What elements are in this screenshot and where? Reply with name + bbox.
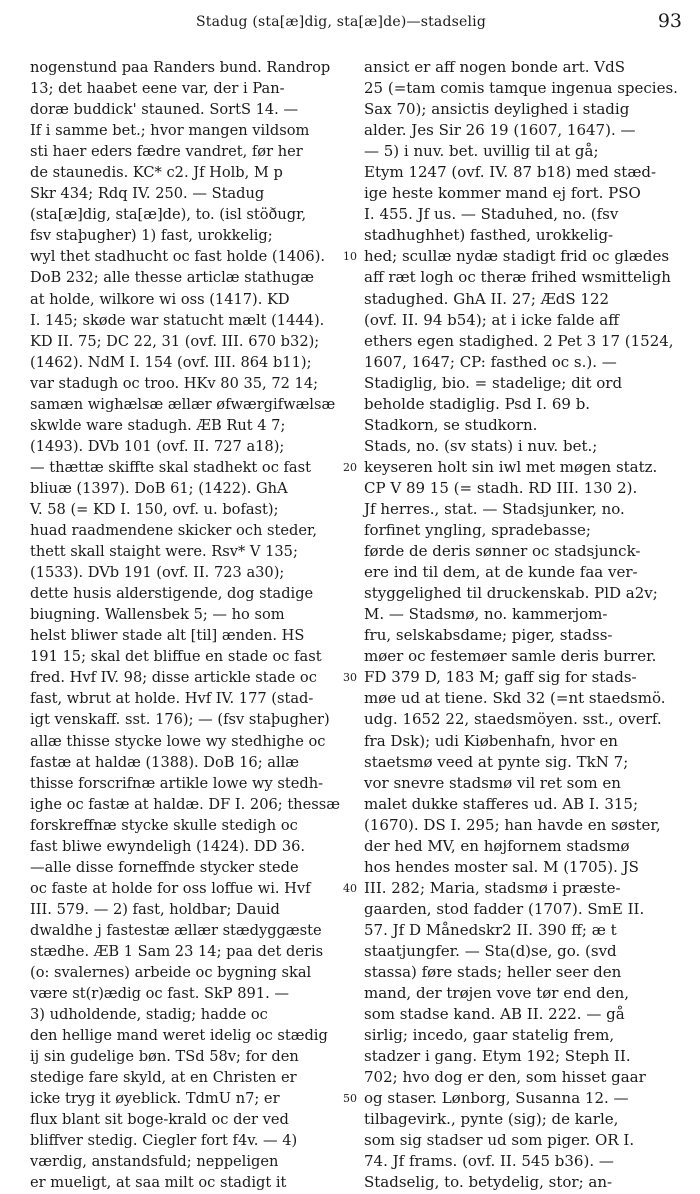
text-line: KD II. 75; DC 22, 31 (ovf. III. 670 b32); (30, 332, 320, 350)
text-line: førde de deris sønner oc stadsjunck- (364, 542, 641, 561)
text-line: stadzer i gang. Etym 192; Steph II. (364, 1047, 631, 1066)
text-line: allæ thisse stycke lowe wy stedhighe oc (30, 732, 326, 750)
text-line: keyseren holt sin iwl met møgen statz. (364, 457, 658, 476)
text-line: Jf herres., stat. — Stadsjunker, no. (364, 499, 625, 518)
text-line: ere ind til dem, at de kunde faa ver- (364, 563, 638, 582)
text-line: (1462). NdM I. 154 (ovf. III. 864 b11); (30, 353, 312, 371)
line-number-gutter (338, 57, 362, 1106)
text-line: dwaldhe j fastestæ ællær stædyggæste (30, 921, 322, 939)
text-line: flux blant sit boge-krald oc der ved (30, 1111, 289, 1129)
text-line: der hed MV, en højfornem stadsmø (364, 836, 630, 855)
text-line: tilbagevirk., pynte (sig); de karle, (364, 1110, 619, 1129)
text-line: 191 15; skal det bliffue en stade oc fast (30, 648, 322, 666)
text-line: ethers egen stadighed. 2 Pet 3 17 (1524, (364, 331, 674, 350)
text-line: som sig stadser ud som piger. OR I. (364, 1131, 635, 1150)
text-line: samæn wighælsæ ællær øfwærgifwælsæ (30, 395, 336, 413)
text-line: staatjungfer. — Sta(d)se, go. (svd (364, 941, 617, 960)
line-number: 10 (343, 250, 357, 264)
text-line: skwlde ware stadugh. ÆB Rut 4 7; (30, 416, 286, 434)
text-line: alder. Jes Sir 26 19 (1607, 1647). — (364, 121, 636, 140)
text-line: 74. Jf frams. (ovf. II. 545 b36). — (364, 1152, 614, 1171)
text-line: ansict er aff nogen bonde art. VdS (364, 58, 626, 76)
text-line: beholde stadiglig. Psd I. 69 b. (364, 394, 591, 413)
text-line: hed; scullæ nydæ stadigt frid oc glædes (364, 247, 670, 266)
text-line: (ovf. II. 94 b54); at i icke falde aff (364, 310, 619, 329)
text-line: var stadugh oc troo. HKv 80 35, 72 14; (30, 374, 319, 392)
text-line: fra Dsk); udi Kiøbenhafn, hvor en (364, 731, 618, 750)
text-line: styggelighed til druckenskab. PlD a2v; (364, 584, 658, 603)
text-line: dette husis alderstigende, dog stadige (30, 585, 314, 603)
text-line: ij sin gudelige bøn. TSd 58v; for den (30, 1048, 299, 1066)
text-line: gaarden, stod fadder (1707). SmE II. (364, 899, 645, 918)
page-header (0, 10, 700, 40)
text-line: forskreffnæ stycke skulle stedigh oc (30, 816, 298, 834)
text-line: vor snevre stadsmø vil ret som en (364, 773, 621, 792)
text-line: FD 379 D, 183 M; gaff sig for stads- (364, 668, 637, 687)
line-number: 50 (343, 1092, 357, 1106)
line-number: 20 (343, 460, 357, 474)
text-line: nogenstund paa Randers bund. Randrop (30, 59, 331, 76)
text-line: (1533). DVb 191 (ovf. II. 723 a30); (30, 564, 285, 582)
text-line: (1670). DS I. 295; han havde en søster, (364, 815, 661, 834)
text-line: (1493). DVb 101 (ovf. II. 727 a18); (30, 437, 285, 455)
text-line: møer oc festemøer samle deris burrer. (364, 647, 657, 666)
text-line: 25 (=tam comis tamque ingenua species. (364, 79, 678, 98)
text-line: thisse forscrifnæ artikle lowe wy stedh- (30, 774, 324, 792)
text-line: — thættæ skiffte skal stadhekt oc fast (30, 458, 311, 476)
text-line: (sta[æ]dig, sta[æ]de), to. (isl stöðugr, (30, 206, 307, 224)
text-line: If i samme bet.; hvor mangen vildsom (30, 122, 310, 140)
text-line: hos hendes moster sal. M (1705). JS (364, 857, 639, 876)
text-line: huad raadmendene skicker och steder, (30, 522, 317, 540)
text-line: M. — Stadsmø, no. kammerjom- (364, 605, 608, 624)
text-line: sti haer eders fædre vandret, før her (30, 143, 303, 161)
text-line: bliuæ (1397). DoB 61; (1422). GhA (30, 479, 288, 497)
text-line: oc faste at holde for oss loffue wi. Hvf (30, 879, 311, 897)
text-line: sirlig; incedo, gaar statelig frem, (364, 1026, 615, 1045)
text-line: malet dukke stafferes ud. AB I. 315; (364, 794, 639, 813)
text-line: at holde, wilkore wi oss (1417). KD (30, 290, 290, 308)
text-line: —alle disse forneffnde stycker stede (30, 858, 299, 876)
text-line: ige heste kommer mand ej fort. PSO (364, 184, 641, 203)
text-line: I. 145; skøde war statucht mælt (1444). (30, 311, 325, 329)
text-line: stadughed. GhA II. 27; ÆdS 122 (364, 289, 610, 308)
text-line: 57. Jf D Månedskr2 II. 390 ff; æ t (364, 920, 617, 939)
text-line: fast bliwe ewyndeligh (1424). DD 36. (30, 837, 306, 855)
text-line: fastæ at haldæ (1388). DoB 16; allæ (30, 753, 300, 771)
text-line: Skr 434; Rdq IV. 250. — Stadug (30, 185, 265, 203)
text-line: som stadse kand. AB II. 222. — gå (364, 1005, 625, 1024)
text-line: helst bliwer stade alt [til] ænden. HS (30, 627, 305, 645)
left-column (30, 57, 340, 1194)
text-line: værdig, anstandsfuld; neppeligen (30, 1153, 279, 1171)
text-line: staetsmø veed at pynte sig. TkN 7; (364, 752, 629, 771)
text-line: wyl thet stadhucht oc fast holde (1406). (30, 248, 326, 266)
text-line: 1607, 1647; CP: fasthed oc s.). — (364, 352, 617, 371)
text-line: forfinet yngling, spradebasse; (364, 521, 591, 540)
text-line: 13; det haabet eene var, der i Pan- (30, 80, 285, 98)
line-number: 30 (343, 671, 357, 685)
text-line: udg. 1652 22, staedsmöyen. sst., overf. (364, 710, 662, 729)
text-line: fred. Hvf IV. 98; disse artickle stade oc (30, 669, 317, 687)
text-line: de staunedis. KC* c2. Jf Holb, M p (30, 164, 283, 182)
text-line: Stadkorn, se studkorn. (364, 415, 538, 434)
running-head: Stadug (sta[æ]dig, sta[æ]de)—stadselig (196, 14, 487, 30)
text-line: III. 579. — 2) fast, holdbar; Dauid (30, 900, 280, 918)
text-line: er mueligt, at saa milt oc stadigt it (30, 1174, 287, 1192)
text-line: ighe oc fastæ at haldæ. DF I. 206; thessæ (30, 795, 340, 813)
text-line: og staser. Lønborg, Susanna 12. — (364, 1089, 629, 1108)
text-line: bliffver stedig. Ciegler fort f4v. — 4) (30, 1132, 298, 1150)
text-line: DoB 232; alle thesse articlæ stathugæ (30, 269, 314, 287)
text-line: møe ud at tiene. Skd 32 (=nt staedsmö. (364, 689, 666, 708)
text-line: 3) udholdende, stadig; hadde oc (30, 1006, 268, 1024)
text-line: — 5) i nuv. bet. uvillig til at gå; (364, 142, 599, 161)
text-line: den hellige mand weret idelig oc stædig (30, 1027, 328, 1045)
text-line: thett skall staight were. Rsv* V 135; (30, 543, 298, 561)
text-line: stadhughhet) fasthed, urokkelig- (364, 226, 614, 245)
text-line: icke tryg it øyeblick. TdmU n7; er (30, 1090, 280, 1108)
text-line: fast, wbrut at holde. Hvf IV. 177 (stad- (30, 690, 314, 708)
text-line: være st(r)ædig oc fast. SkP 891. — (30, 985, 289, 1003)
text-line: I. 455. Jf us. — Staduhed, no. (fsv (364, 205, 619, 224)
text-line: Sax 70); ansictis deylighed i stadig (364, 100, 630, 119)
page-number: 93 (657, 10, 682, 32)
text-line: stædhe. ÆB 1 Sam 23 14; paa det deris (30, 942, 324, 960)
right-column (364, 57, 682, 1194)
text-line: Etym 1247 (ovf. IV. 87 b18) med stæd- (364, 163, 657, 182)
text-line: aff ræt logh oc theræ frihed wsmitteligh (364, 268, 671, 287)
text-line: biugning. Wallensbek 5; — ho som (30, 606, 285, 624)
text-line: stedige fare skyld, at en Christen er (30, 1069, 297, 1087)
text-line: V. 58 (= KD I. 150, ovf. u. bofast); (30, 500, 279, 518)
text-line: CP V 89 15 (= stadh. RD III. 130 2). (364, 478, 638, 497)
text-line: stassa) føre stads; heller seer den (364, 963, 622, 982)
text-line: mand, der trøjen vove tør end den, (364, 984, 630, 1003)
text-line: fsv staþugher) 1) fast, urokkelig; (30, 227, 273, 245)
text-line: fru, selskabsdame; piger, stadss- (364, 626, 613, 645)
text-line: Stadselig, to. betydelig, stor; an- (364, 1173, 613, 1192)
text-line: 702; hvo dog er den, som hisset gaar (364, 1068, 646, 1087)
text-line: doræ buddick' stauned. SortS 14. — (30, 101, 299, 119)
text-line: (o: svalernes) arbeide oc bygning skal (30, 964, 312, 982)
text-line: III. 282; Maria, stadsmø i præste- (364, 878, 621, 897)
text-line: Stadiglig, bio. = stadelige; dit ord (364, 373, 623, 392)
text-line: Stads, no. (sv stats) i nuv. bet.; (364, 436, 598, 455)
line-number: 40 (343, 881, 357, 895)
text-line: igt venskaff. sst. 176); — (fsv staþugher) (30, 711, 330, 729)
